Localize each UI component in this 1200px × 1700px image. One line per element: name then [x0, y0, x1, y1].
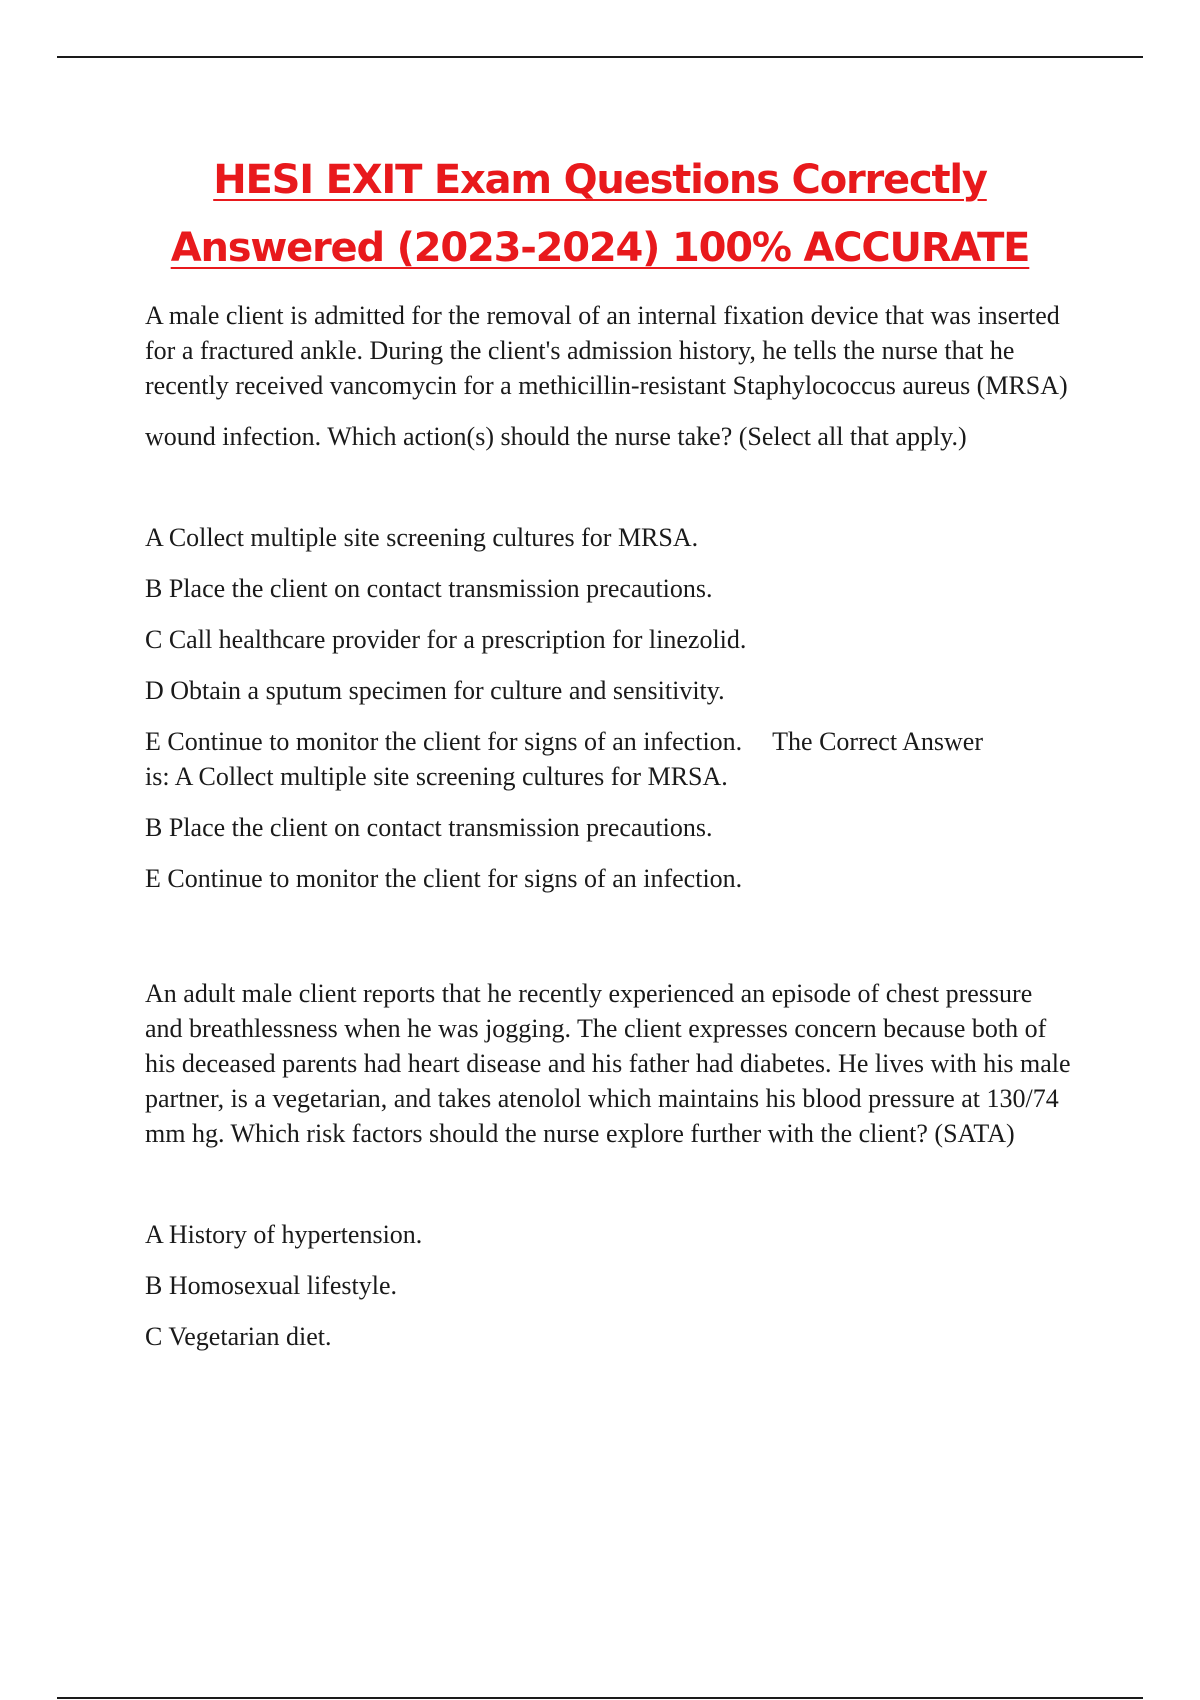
- correct-answer-label: The Correct Answer: [772, 727, 983, 756]
- question-1-option-e: E Continue to monitor the client for signs of an infection.: [145, 727, 743, 756]
- question-2-option-a: A History of hypertension.: [145, 1220, 423, 1249]
- question-1-stem-continued: wound infection. Which action(s) should the nurse take? (Select all that apply.): [145, 422, 967, 451]
- question-1: [145, 298, 1075, 896]
- question-2: [145, 976, 1075, 1354]
- question-1-option-e-with-answer: [145, 724, 1075, 794]
- question-2-option-c: C Vegetarian diet.: [145, 1322, 332, 1351]
- question-1-option-b: B Place the client on contact transmission precautions.: [145, 574, 713, 603]
- correct-answer-b: B Place the client on contact transmission precautions.: [145, 813, 713, 842]
- header-rule: [57, 56, 1143, 58]
- question-1-option-a: A Collect multiple site screening cultures for MRSA.: [145, 523, 699, 552]
- question-2-option-b: B Homosexual lifestyle.: [145, 1271, 398, 1300]
- question-1-option-d: D Obtain a sputum specimen for culture and sensitivity.: [145, 676, 725, 705]
- question-1-option-c: C Call healthcare provider for a prescription for linezolid.: [145, 625, 747, 654]
- title-line-1: HESI EXIT Exam Questions Correctly: [213, 157, 987, 203]
- title-line-2: Answered (2023-2024) 100% ACCURATE: [170, 225, 1030, 271]
- question-2-stem: An adult male client reports that he recently experienced an episode of chest pressure and breathlessness when he was jogging. The client expresses concern because both of his deceased parents had heart disease and his father had diabetes. He lives with his male partner, is a vegetarian, and takes atenolol which maintains his blood pressure at 130/74 mm hg. Which risk factors should the nurse explore further with the client? (SATA): [145, 979, 1071, 1148]
- footer-rule: [57, 1697, 1143, 1699]
- document-body: [145, 298, 1075, 1370]
- question-1-stem: A male client is admitted for the removal of an internal fixation device that was inserted for a fractured ankle. During the client's admission history, he tells the nurse that he recently received vancomycin for a methicillin-resistant Staphylococcus aureus (MRSA): [145, 301, 1068, 400]
- correct-answer-e: E Continue to monitor the client for signs of an infection.: [145, 864, 743, 893]
- correct-answer-first: is: A Collect multiple site screening cultures for MRSA.: [145, 762, 728, 791]
- document-title: [0, 146, 1200, 282]
